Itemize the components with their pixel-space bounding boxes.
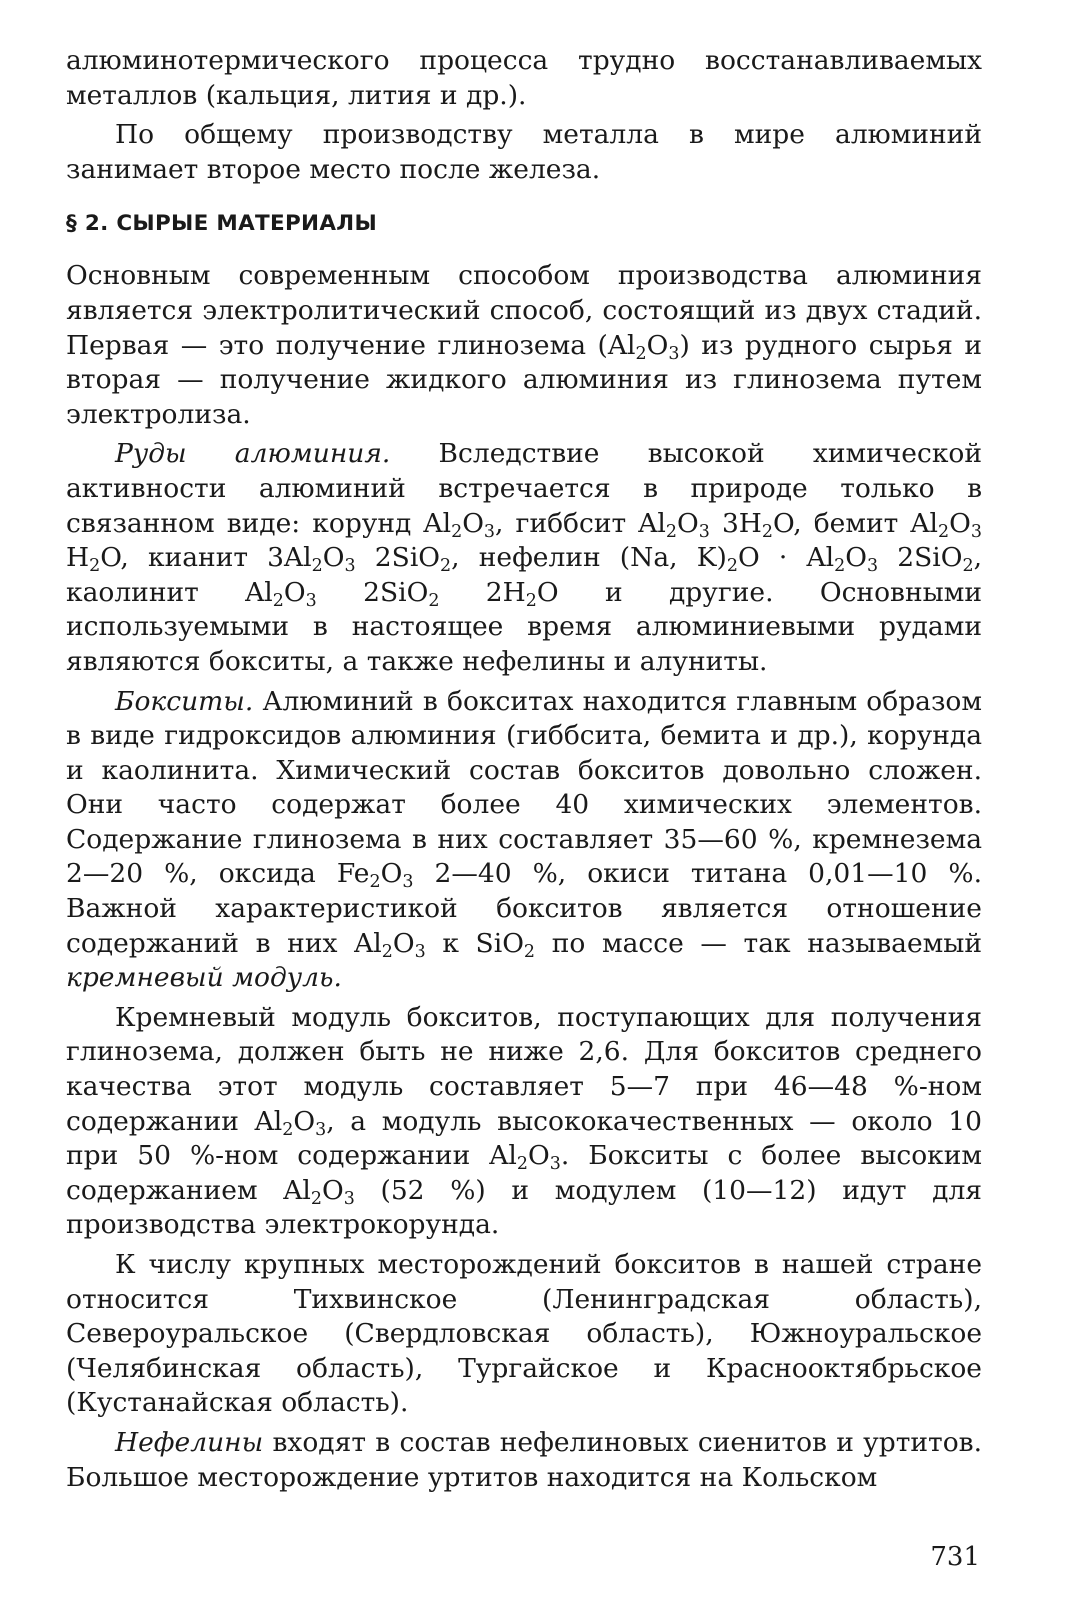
text-run: O и другие. Основными используемыми в настоящее время алюминиевыми рудами являются бокситы, а также нефелины и алуниты.	[66, 576, 982, 677]
page-body	[66, 44, 982, 1500]
text-run: , а модуль высококачественных — около 10 при 50 %-ном содержании Al	[66, 1105, 982, 1172]
text-run: 3H	[709, 507, 762, 539]
subscript: 2	[761, 521, 774, 542]
subscript: 3	[343, 1189, 355, 1210]
text-run: Алюминий в бокситах находится главным образом в виде гидроксидов алюминия (гиббсита, бемита и др.), корунда и каолинита. Химический состав бокситов довольно сложен. Они часто содержат более 40 химических элементов. Содержание глинозема в них составляет 35—60 %, кремнезема 2—20 %, оксида Fe	[66, 685, 982, 890]
text-run: O	[462, 507, 484, 539]
text-run: O, кианит 3Al	[100, 542, 312, 574]
intro-paragraphs	[66, 44, 982, 187]
subscript: 3	[549, 1154, 561, 1175]
italic-term: Бокситы.	[115, 685, 254, 717]
text-run: Вследствие высокой химической активности алюминий встречается в природе только в связанном виде: корунд Al	[66, 438, 982, 539]
subscript: 3	[866, 556, 879, 577]
subscript: 2	[310, 1189, 322, 1210]
text-run: O	[392, 927, 415, 959]
subscript: 3	[668, 343, 680, 364]
subscript: 2	[89, 556, 101, 577]
text-run: по массе — так называемый	[535, 927, 983, 959]
paragraph	[66, 1248, 982, 1421]
text-run: 2SiO	[316, 576, 429, 608]
subscript: 3	[698, 521, 710, 542]
subscript: 2	[282, 1119, 294, 1140]
subscript: 3	[344, 556, 356, 577]
text-run: O	[293, 1105, 316, 1137]
paragraph	[66, 259, 982, 432]
text-run: входят в состав нефелиновых сиенитов и уртитов. Большое месторождение уртитов находится на Кольском	[66, 1426, 982, 1493]
text-run: H	[66, 542, 90, 574]
italic-term: кремневый модуль.	[66, 962, 342, 994]
text-run: O	[527, 1140, 550, 1172]
subscript: 2	[440, 556, 452, 577]
subscript: 2	[381, 941, 393, 962]
italic-term: Нефелины	[115, 1426, 264, 1458]
subscript: 2	[726, 556, 738, 577]
paragraph	[66, 685, 982, 996]
text-run: O	[677, 507, 699, 539]
paragraph	[66, 1001, 982, 1243]
paragraph	[66, 437, 982, 679]
text-run: Кремневый модуль бокситов, поступающих для получения глинозема, должен быть не ниже 2,6. Для бокситов среднего качества этот модуль составляет 5—7 при 46—48 %-ном содержании Al	[66, 1001, 982, 1137]
text-run: O	[321, 1174, 344, 1206]
text-run: 2H	[439, 576, 526, 608]
text-run: По общему производству металла в мире алюминий занимает второе место после железа.	[66, 119, 982, 185]
text-run: , нефелин (Na, K)	[451, 542, 727, 574]
subscript: 3	[414, 941, 426, 962]
subscript: 3	[970, 521, 982, 542]
italic-term: Руды алюминия.	[115, 438, 391, 470]
subscript: 2	[962, 556, 974, 577]
text-run: 2—40 %, окиси титана 0,01—10 %. Важной характеристикой бокситов является отношение содержаний в них Al	[66, 858, 982, 959]
text-run: к SiO	[425, 927, 524, 959]
paragraph	[66, 118, 982, 187]
subscript: 2	[369, 872, 381, 893]
page-number: 731	[930, 1542, 980, 1572]
text-run: , гиббсит Al	[495, 507, 666, 539]
text-run: Основным современным способом производства алюминия является электролитический способ, состоящий из двух стадий. Первая — это получение глинозема (Al	[66, 260, 982, 361]
text-run: , каолинит Al	[66, 542, 982, 608]
subscript: 3	[483, 521, 496, 542]
text-run: O	[845, 542, 867, 574]
text-run: O	[949, 507, 971, 539]
text-run: O, бемит Al	[773, 507, 938, 539]
text-run: (52 %) и модулем (10—12) идут для производства электрокорунда.	[66, 1174, 983, 1241]
subscript: 2	[525, 590, 537, 611]
text-run: 2SiO	[355, 542, 441, 574]
subscript: 2	[516, 1154, 528, 1175]
subscript: 2	[272, 590, 284, 611]
text-run: O	[322, 542, 345, 574]
text-run: алюминотермического процесса трудно восстанавливаемых металлов (кальция, лития и др.).	[66, 45, 982, 111]
text-run: К числу крупных месторождений бокситов в нашей стране относится Тихвинское (Ленинградская область), Североуральское (Свердловская область), Южноуральское (Челябинская область), Тургайское и Краснооктябрьское (Кустанайская область).	[66, 1249, 982, 1419]
subscript: 2	[665, 521, 677, 542]
text-run: O	[283, 576, 306, 608]
subscript: 2	[523, 941, 536, 962]
subscript: 2	[428, 590, 440, 611]
subscript: 2	[938, 521, 950, 542]
subscript: 2	[451, 521, 463, 542]
paragraph	[66, 1426, 982, 1495]
text-run: O	[380, 858, 403, 890]
subscript: 3	[305, 590, 317, 611]
text-run: . Бокситы с более высоким содержанием Al	[66, 1140, 982, 1206]
subscript: 3	[402, 872, 414, 893]
text-run: 2SiO	[878, 542, 963, 574]
section-heading: § 2. СЫРЫЕ МАТЕРИАЛЫ	[66, 211, 378, 237]
subscript: 2	[834, 556, 846, 577]
text-run: O · Al	[737, 542, 835, 574]
subscript: 2	[635, 343, 647, 364]
text-run: O	[646, 329, 669, 361]
section-body	[66, 259, 982, 1495]
subscript: 3	[315, 1119, 327, 1140]
subscript: 2	[311, 556, 323, 577]
paragraph	[66, 44, 982, 113]
text-run: ) из рудного сырья и вторая — получение жидкого алюминия из глинозема путем электролиза.	[66, 329, 982, 430]
